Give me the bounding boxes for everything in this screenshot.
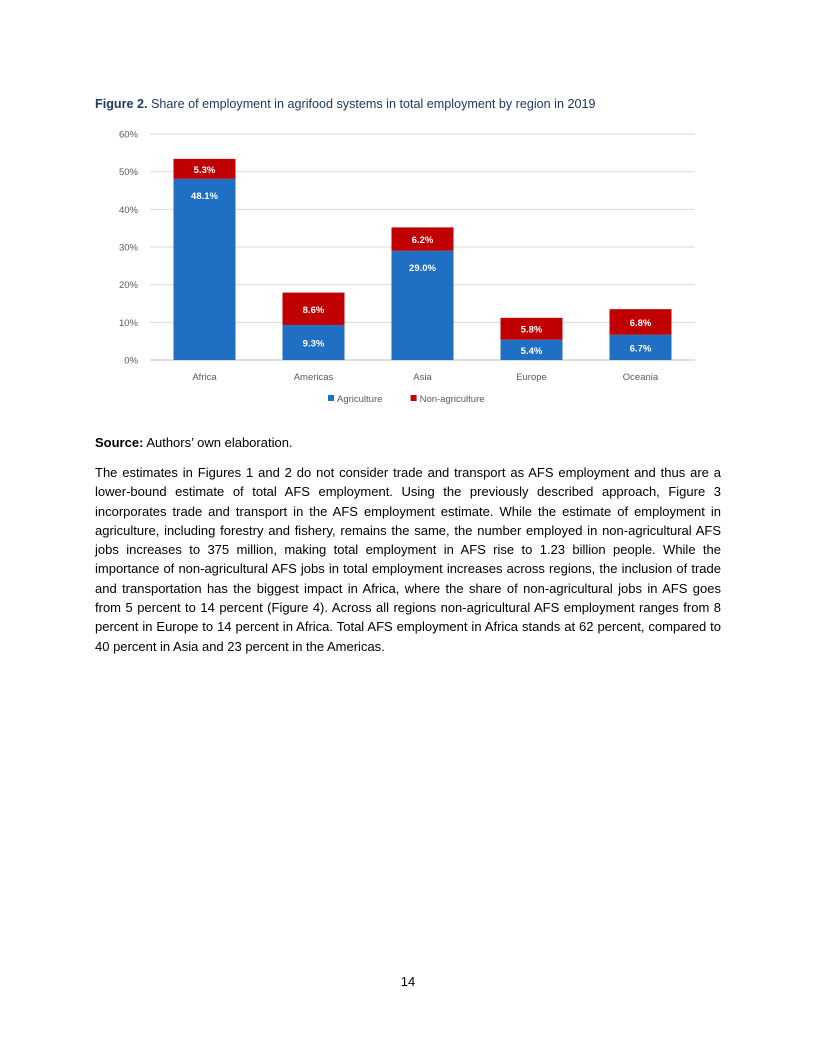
stacked-bar-chart [95,122,715,418]
y-tick-label: 30% [118,242,138,254]
data-label: 29.0% [409,262,436,274]
x-tick-label: Americas [293,372,334,383]
data-label: 6.2% [411,235,434,247]
bar-agriculture [174,179,236,360]
y-tick-label: 10% [118,317,138,329]
body-paragraph: The estimates in Figures 1 and 2 do not consider trade and transport as AFS employment and thus are a lower-bound estimate of total AFS employment. Using the previously described approach, Figure 3 incorporates trade and transport in the AFS employment estimate. While the estimate of employment in agriculture, including forestry and fishery, remains the same, the number employed in non-agricultural AFS jobs increases to 375 million, making total employment in AFS rise to 1.23 billion people. While the importance of non-agricultural AFS jobs in total employment increases across regions, the inclusion of trade and transportation has the biggest impact in Africa, where the share of non-agricultural jobs in AFS goes from 5 percent to 14 percent (Figure 4). Across all regions non-agricultural AFS employment ranges from 8 percent in Europe to 14 percent in Africa. Total AFS employment in Africa stands at 62 percent, compared to 40 percent in Asia and 23 percent in the Americas. [95,465,721,654]
y-tick-label: 50% [118,167,138,179]
data-label: 9.3% [302,338,325,350]
legend-swatch-agriculture [328,395,334,401]
data-label: 5.4% [520,345,543,357]
x-tick-label: Europe [516,372,547,383]
y-tick-label: 0% [124,355,138,367]
x-tick-label: Oceania [622,372,659,383]
source-label: Source: [95,435,144,450]
y-tick-label: 60% [118,129,138,141]
x-tick-label: Africa [192,372,217,383]
legend-label-non-agriculture: Non-agriculture [419,394,485,405]
source-note [95,435,293,450]
figure-label: Figure 2. [95,97,148,111]
data-label: 6.8% [629,317,652,329]
source-text: Authors’ own elaboration. [146,435,293,450]
page-number: 14 [400,974,416,989]
figure-caption [95,97,735,111]
y-tick-label: 20% [118,280,138,292]
data-label: 5.8% [520,324,543,336]
legend-swatch-non-agriculture [411,395,417,401]
legend-label-agriculture: Agriculture [337,394,383,405]
data-label: 6.7% [629,343,652,355]
x-tick-label: Asia [413,372,432,383]
data-label: 5.3% [193,164,216,176]
y-tick-label: 40% [118,204,138,216]
data-label: 48.1% [191,190,218,202]
data-label: 8.6% [302,304,325,316]
figure-title: Share of employment in agrifood systems in total employment by region in 2019 [150,97,596,111]
